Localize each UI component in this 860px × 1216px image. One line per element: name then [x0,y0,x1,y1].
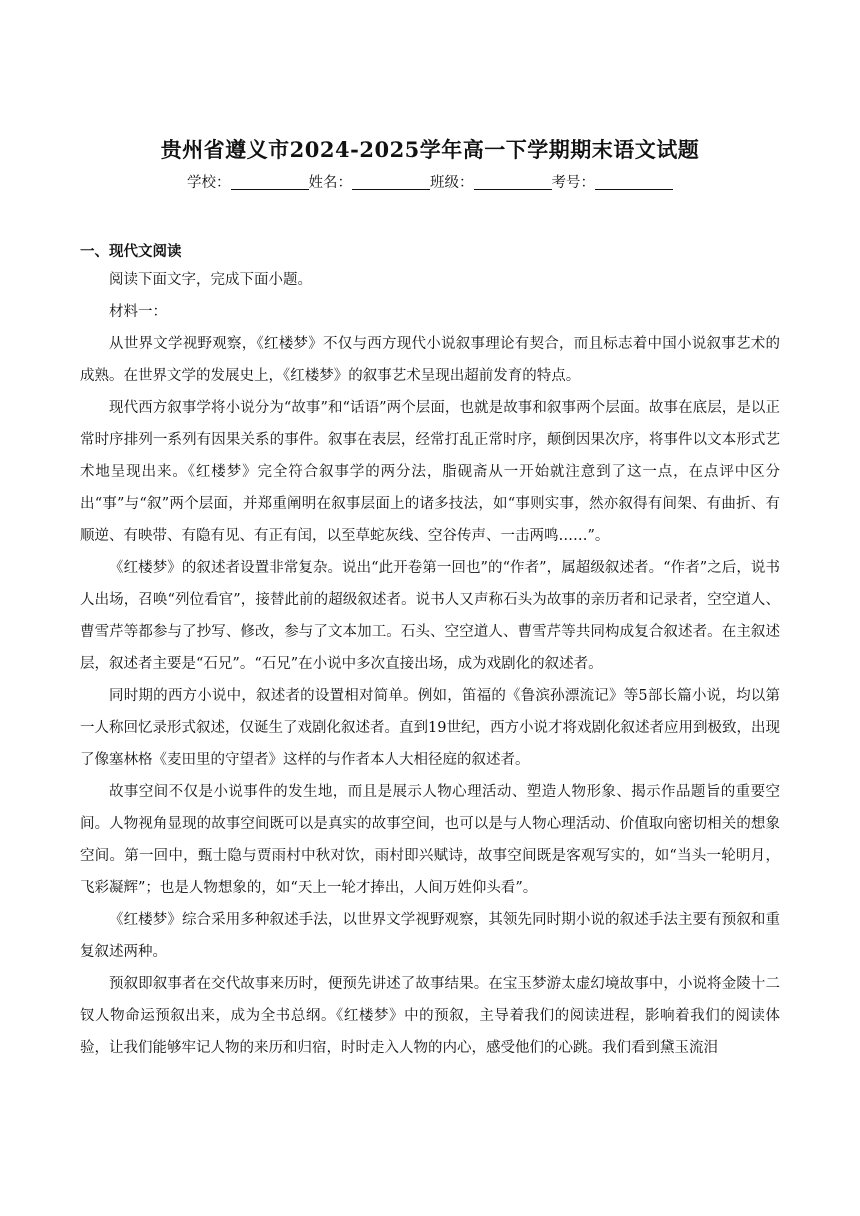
paragraph: 现代西方叙事学将小说分为“故事”和“话语”两个层面，也就是故事和叙事两个层面。故事在底层，是以正常时序排列一系列有因果关系的事件。叙事在表层，经常打乱正常时序，颠倒因果次序，将事件以文本形式艺术地呈现出来。《红楼梦》完全符合叙事学的两分法，脂砚斋从一开始就注意到了这一点，在点评中区分出“事”与“叙”两个层面，并郑重阐明在叙事层面上的诸多技法，如“事则实事，然亦叙得有间架、有曲折、有顺逆、有映带、有隐有见、有正有闰，以至草蛇灰线、空谷传声、一击两鸣……”。 [80,400,780,544]
paragraph: 预叙即叙事者在交代故事来历时，便预先讲述了故事结果。在宝玉梦游太虚幻境故事中，小说将金陵十二钗人物命运预叙出来，成为全书总纲。《红楼梦》中的预叙，主导着我们的阅读进程，影响着我们的阅读体验，让我们能够牢记人物的来历和归宿，时时走入人物的内心，感受他们的心跳。我们看到黛玉流泪 [80,976,780,1056]
exam-number-blank[interactable] [595,175,673,190]
reading-passage [80,264,780,1064]
paragraph: 《红楼梦》的叙述者设置非常复杂。说出“此开卷第一回也”的“作者”，属超级叙述者。“作者”之后，说书人出场，召唤“列位看官”，接替此前的超级叙述者。说书人又声称石头为故事的亲历者和记录者，空空道人、曹雪芹等都参与了抄写、修改，参与了文本加工。石头、空空道人、曹雪芹等共同构成复合叙述者。在主叙述层，叙述者主要是“石兄”。“石兄”在小说中多次直接出场，成为戏剧化的叙述者。 [80,560,780,672]
instruction: 阅读下面文字，完成下面小题。 [109,272,312,288]
exam-number-field [552,173,674,193]
name-label: 姓名： [308,175,352,191]
section-heading: 一、现代文阅读 [80,244,182,260]
class-field [430,173,552,193]
name-blank[interactable] [352,175,430,190]
name-field [309,173,431,193]
school-field [187,173,309,193]
paragraph: 《红楼梦》综合采用多种叙述手法，以世界文学视野观察，其领先同时期小说的叙述手法主要有预叙和重复叙述两种。 [80,912,780,960]
class-blank[interactable] [474,175,552,190]
student-info-line [0,173,860,193]
paragraph: 故事空间不仅是小说事件的发生地，而且是展示人物心理活动、塑造人物形象、揭示作品题旨的重要空间。人物视角显现的故事空间既可以是真实的故事空间，也可以是与人物心理活动、价值取向密切相关的想象空间。第一回中，甄士隐与贾雨村中秋对饮，雨村即兴赋诗，故事空间既是客观写实的，如“当头一轮明月，飞彩凝辉”；也是人物想象的，如“天上一轮才捧出，人间万姓仰头看”。 [80,784,780,896]
material-label: 材料一： [109,304,167,320]
paragraph: 从世界文学视野观察，《红楼梦》不仅与西方现代小说叙事理论有契合，而且标志着中国小说叙事艺术的成熟。在世界文学的发展史上，《红楼梦》的叙事艺术呈现出超前发育的特点。 [80,336,780,384]
exam-number-label: 考号： [551,175,595,191]
class-label: 班级： [430,175,474,191]
school-label: 学校： [187,175,231,191]
school-blank[interactable] [231,175,309,190]
paragraph: 同时期的西方小说中，叙述者的设置相对简单。例如，笛福的《鲁滨孙漂流记》等5部长篇小说，均以第一人称回忆录形式叙述，仅诞生了戏剧化叙述者。直到19世纪，西方小说才将戏剧化叙述者应用到极致，出现了像塞林格《麦田里的守望者》这样的与作者本人大相径庭的叙述者。 [80,688,780,768]
document-title: 贵州省遵义市2024-2025学年高一下学期期末语文试题 [160,137,700,162]
